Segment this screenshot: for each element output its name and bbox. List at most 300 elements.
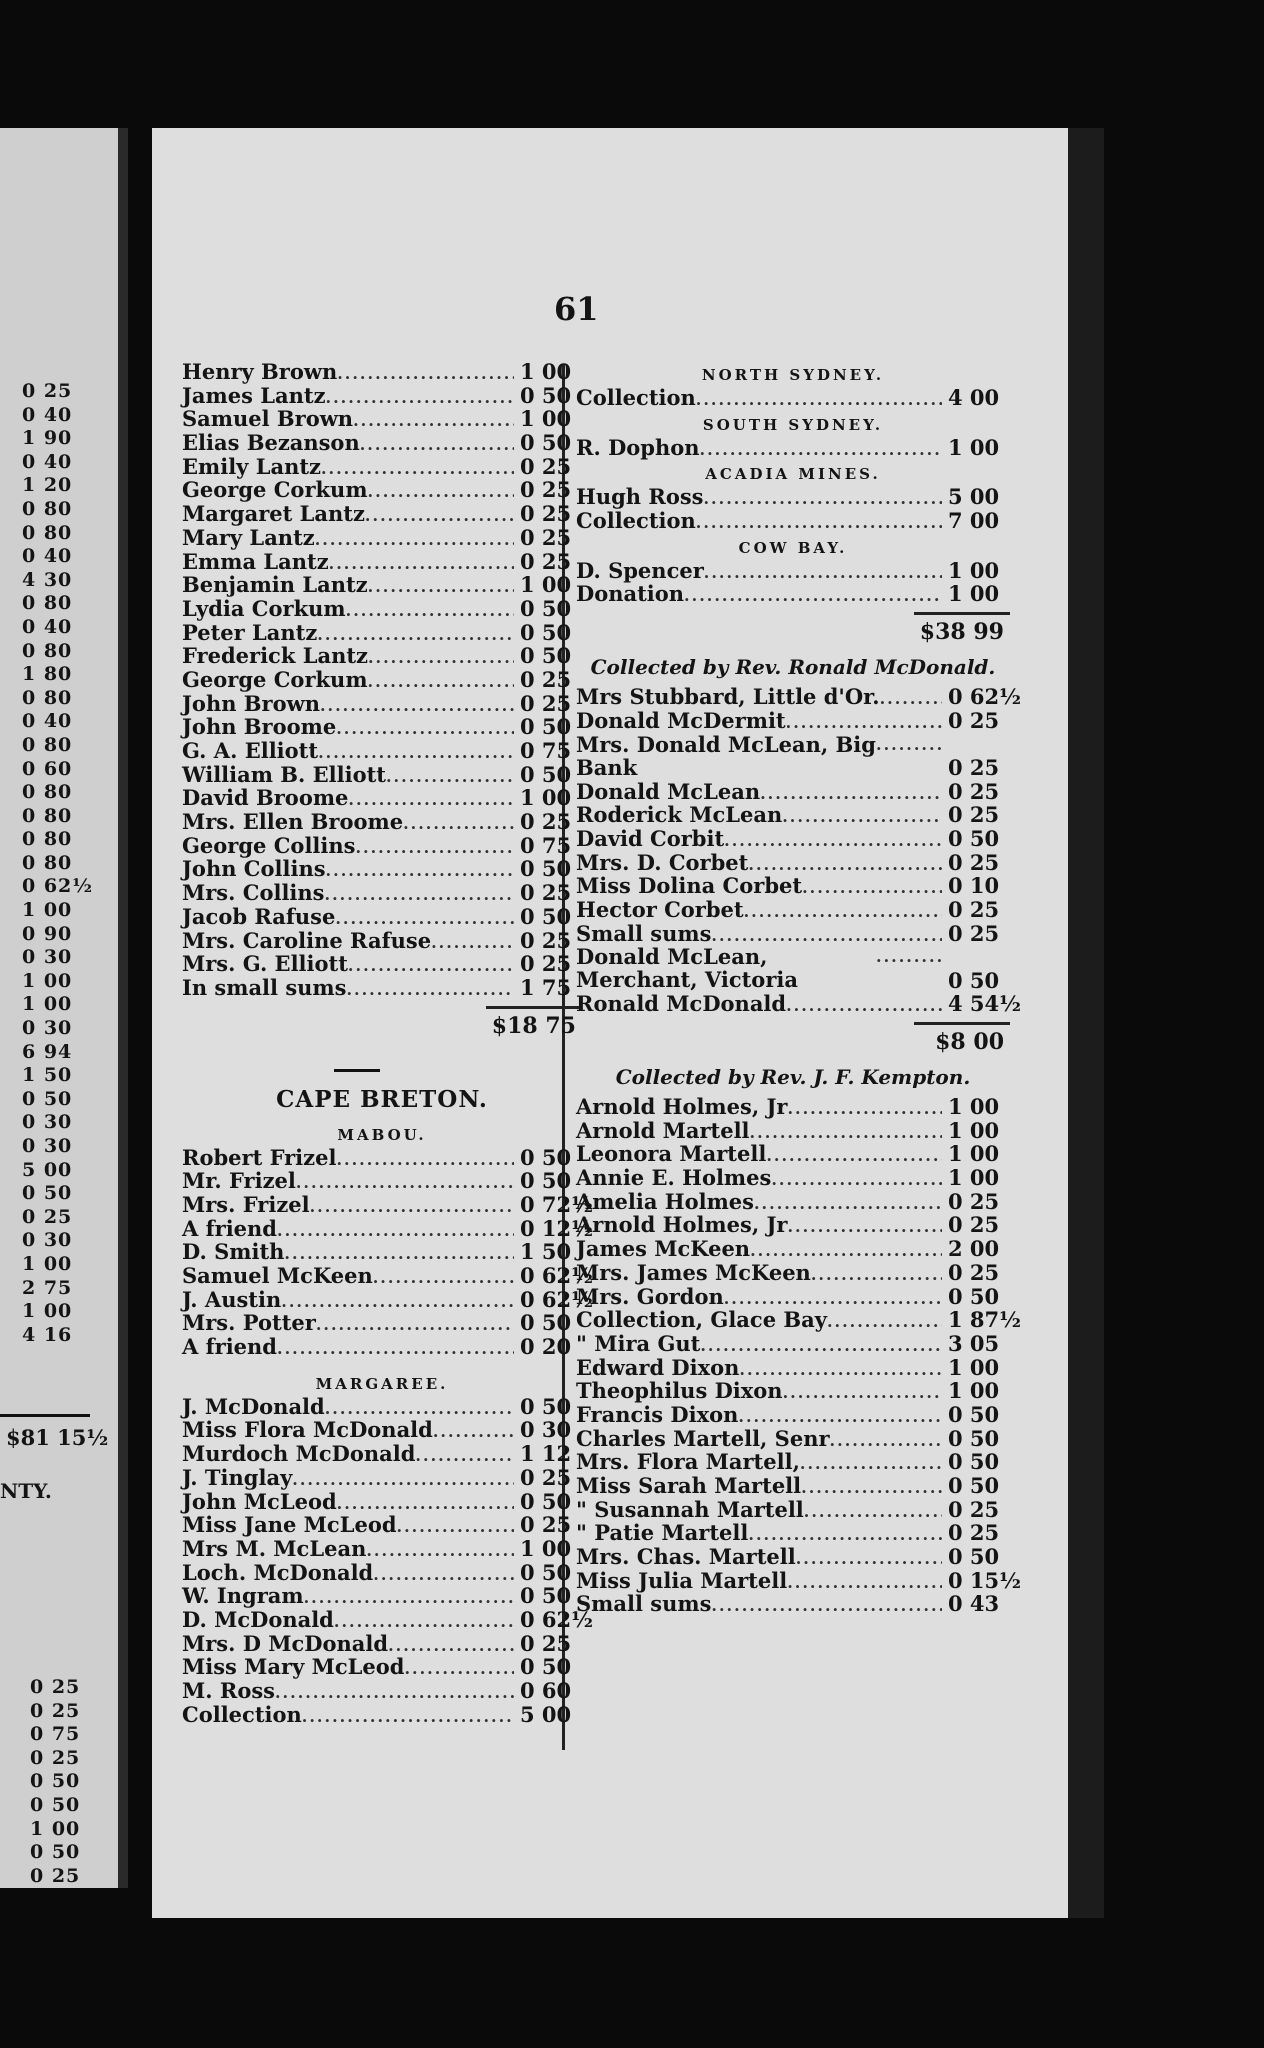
leader-dots — [320, 694, 514, 718]
left-page-amount: 0 40 — [22, 403, 73, 426]
left-page-amount: 0 50 — [30, 1770, 81, 1793]
leader-dots — [787, 1215, 942, 1239]
left-page-amount: 0 40 — [22, 615, 73, 638]
entry-amount: 0 50 — [520, 1488, 572, 1514]
leader-dots — [696, 388, 942, 412]
left-page-amount: 0 30 — [22, 1135, 73, 1157]
entry-name: Miss Flora McDonald — [182, 1417, 433, 1443]
leader-dots — [292, 1468, 514, 1492]
leader-dots — [796, 1547, 942, 1571]
list-item — [576, 1261, 1010, 1285]
entry-amount: 0 25 — [520, 809, 572, 835]
entry-amount: 0 25 — [520, 1630, 572, 1656]
list-item — [182, 834, 582, 858]
entry-amount: 0 50 — [520, 1654, 572, 1680]
leader-dots — [744, 900, 942, 924]
left-page-amount: 0 80 — [22, 639, 73, 662]
left-page-amount: 5 00 — [22, 1158, 73, 1181]
left-page-amount: 4 16 — [22, 1323, 73, 1346]
list-item — [182, 1584, 582, 1608]
entry-name: Mrs. D McDonald — [182, 1630, 389, 1656]
leader-dots — [783, 1381, 942, 1405]
leader-dots — [804, 1500, 942, 1524]
entry-amount: 7 00 — [948, 508, 1000, 534]
entry-amount: 1 00 — [948, 1354, 1000, 1380]
list-item — [576, 1521, 1010, 1545]
entry-name: George Corkum — [182, 477, 368, 503]
section-separator — [334, 1069, 380, 1072]
total-right-1: $38 99 — [919, 619, 1004, 646]
list-item — [576, 1356, 1010, 1380]
entry-amount: 0 50 — [520, 856, 572, 882]
list-item — [182, 621, 582, 645]
entry-name: Collection — [576, 508, 696, 534]
list-item — [576, 485, 1010, 509]
entry-name: Miss Jane McLeod — [182, 1512, 397, 1538]
leader-dots — [373, 1266, 514, 1290]
list-item — [576, 1567, 1022, 1593]
leader-dots — [876, 945, 942, 969]
list-item — [182, 739, 582, 763]
list-item — [576, 1403, 1010, 1427]
list-item — [182, 692, 582, 716]
left-page-amount: 0 80 — [22, 828, 73, 851]
entry-name: Mrs Stubbard, Little d'Or. — [576, 684, 880, 710]
entry-amount: 1 00 — [948, 1378, 1000, 1404]
leader-dots — [403, 812, 514, 836]
entry-amount: 1 00 — [948, 557, 1000, 583]
entry-amount: 0 50 — [520, 1559, 572, 1585]
entry-amount: 0 12½ — [520, 1215, 594, 1241]
entry-name: Margaret Lantz — [182, 501, 365, 527]
entry-amount: 0 30 — [520, 1417, 572, 1443]
south-sydney-list — [576, 436, 1010, 460]
acadia-mines-heading: ACADIA MINES. — [705, 465, 881, 484]
entry-amount: 0 25 — [948, 1496, 1000, 1522]
list-item — [182, 1442, 582, 1466]
entry-name: Collection — [576, 385, 696, 410]
left-page-amount: 0 90 — [22, 922, 73, 945]
leader-dots — [433, 1420, 514, 1444]
total-right-2: $8 00 — [935, 1029, 1004, 1055]
leader-dots — [346, 599, 514, 623]
list-item — [576, 1213, 1010, 1237]
leader-dots — [336, 717, 514, 741]
entry-amount: 0 10 — [948, 873, 1000, 899]
list-item — [576, 436, 1010, 460]
entry-name: Hugh Ross — [576, 484, 704, 510]
entry-name: David Broome — [182, 785, 349, 811]
left-page-amount: 2 75 — [22, 1276, 73, 1299]
entry-name: Mary Lantz — [182, 524, 315, 550]
left-page-amount: 0 25 — [30, 1864, 81, 1887]
entry-name: Robert Frizel — [182, 1144, 337, 1170]
list-item — [576, 780, 1010, 804]
entry-name: A friend — [182, 1215, 277, 1241]
entry-name: Amelia Holmes — [576, 1188, 754, 1214]
leader-dots — [760, 782, 942, 806]
entry-amount: 4 54½ — [948, 991, 1022, 1017]
leader-dots — [724, 829, 942, 853]
entry-amount: 1 00 — [520, 406, 572, 432]
entry-name: Emily Lantz — [182, 453, 321, 479]
left-page-amount: 1 80 — [22, 663, 73, 686]
left-page-amount: 0 30 — [22, 1111, 73, 1134]
left-page-total: $81 15½ — [6, 1425, 109, 1450]
entry-amount: 0 50 — [948, 825, 1000, 851]
kempton-heading: Collected by Rev. J. F. Kempton. — [615, 1065, 971, 1089]
leader-dots — [800, 1452, 942, 1476]
entry-amount: 0 75 — [520, 738, 572, 763]
leader-dots — [316, 1313, 514, 1337]
entry-amount: 1 75 — [520, 974, 572, 1000]
entry-name: J. McDonald — [182, 1393, 325, 1419]
leader-dots — [281, 1290, 514, 1314]
leader-dots — [827, 1310, 942, 1334]
entry-name: John Broome — [182, 714, 337, 740]
entry-name: Arnold Holmes, Jr — [576, 1212, 788, 1238]
entry-amount: 0 60 — [520, 1678, 572, 1703]
entry-name: Mrs. James McKeen — [576, 1259, 811, 1285]
entry-amount: 0 25 — [520, 666, 572, 692]
left-page-amount: 0 60 — [22, 757, 73, 780]
list-item — [182, 1311, 582, 1335]
entry-amount: 0 50 — [948, 1283, 1000, 1309]
list-item — [182, 1215, 594, 1241]
list-item — [182, 1263, 594, 1288]
entry-amount: 0 25 — [520, 453, 572, 479]
entry-amount: 0 50 — [948, 1401, 1000, 1427]
entry-name: Mrs M. McLean — [182, 1535, 367, 1561]
list-item — [576, 733, 1010, 780]
entry-amount: 1 12 — [520, 1441, 572, 1467]
list-item — [182, 952, 582, 976]
leader-dots — [335, 907, 514, 931]
entry-amount: 1 00 — [948, 581, 1000, 607]
list-item — [182, 1240, 582, 1264]
entry-amount: 5 00 — [948, 484, 1000, 510]
entry-name: Mrs. Caroline Rafuse — [182, 927, 432, 953]
entry-name: Leonora Martell — [576, 1141, 767, 1167]
entry-name: Donald McLean — [576, 778, 761, 804]
entry-name: Henry Brown — [182, 359, 338, 384]
list-item — [576, 851, 1010, 875]
leader-dots — [801, 1476, 942, 1500]
entry-name: Mrs. Ellen Broome — [182, 809, 404, 835]
list-item — [182, 1191, 594, 1217]
list-item — [182, 431, 582, 455]
entry-amount: 0 50 — [948, 1473, 1000, 1498]
list-item — [182, 1655, 582, 1679]
left-page-amount: 0 80 — [22, 733, 73, 756]
entry-name: Charles Martell, Senr — [576, 1425, 830, 1451]
left-page-amount: 0 25 — [30, 1746, 81, 1769]
list-item — [182, 1537, 582, 1561]
list-item — [182, 668, 582, 692]
document-page — [152, 128, 1104, 1918]
leader-dots — [766, 1144, 942, 1168]
entry-amount: 0 43 — [948, 1591, 1000, 1617]
right-column — [576, 360, 1022, 1617]
left-page-amount: 1 50 — [22, 1064, 73, 1087]
leader-dots — [782, 805, 942, 829]
leader-dots — [368, 646, 514, 670]
entry-name: Murdoch McDonald — [182, 1441, 416, 1467]
leader-dots — [296, 1171, 514, 1195]
entry-amount: 0 50 — [520, 382, 572, 408]
list-item — [182, 1395, 582, 1419]
entry-name: D. Spencer — [576, 557, 704, 583]
entry-name: Miss Sarah Martell — [576, 1473, 802, 1498]
subscriber-list-1 — [182, 360, 582, 1000]
entry-name: Mrs. Collins — [182, 880, 325, 906]
leader-dots — [315, 528, 514, 552]
entry-amount: 0 25 — [520, 548, 572, 574]
mabou-heading: MABOU. — [337, 1125, 427, 1144]
entry-amount: 1 00 — [520, 785, 572, 811]
list-item — [576, 1166, 1010, 1190]
left-page-amount: 0 40 — [22, 710, 73, 733]
leader-dots — [880, 687, 942, 711]
leader-dots — [336, 1148, 514, 1172]
leader-dots — [787, 1097, 942, 1121]
left-page-amount: 0 30 — [22, 1229, 73, 1252]
list-item — [576, 1285, 1010, 1309]
entry-name: George Corkum — [182, 666, 368, 692]
left-page-amount: 1 00 — [22, 993, 73, 1016]
list-item — [576, 1450, 1010, 1474]
list-item — [182, 360, 582, 384]
entry-amount: 0 62½ — [520, 1606, 594, 1632]
entry-name: Hector Corbet — [576, 896, 744, 922]
north-sydney-heading: NORTH SYDNEY. — [701, 366, 885, 384]
list-item — [576, 1545, 1010, 1569]
margaree-list — [182, 1393, 594, 1727]
entry-name: Loch. McDonald — [182, 1559, 374, 1585]
list-item — [182, 455, 582, 479]
entry-amount: 0 50 — [520, 903, 572, 929]
entry-name: Donation — [576, 581, 685, 607]
entry-name: Mrs. Gordon — [576, 1283, 724, 1309]
entry-name: Mrs. Chas. Martell — [576, 1544, 796, 1570]
entry-amount: 1 00 — [948, 1165, 1000, 1191]
leader-dots — [787, 1571, 942, 1595]
entry-name: James McKeen — [576, 1236, 751, 1262]
list-item — [182, 550, 582, 574]
entry-amount: 0 62½ — [948, 684, 1022, 710]
entry-amount: 0 25 — [520, 501, 572, 527]
entry-amount: 1 00 — [520, 572, 572, 598]
entry-name: Roderick McLean — [576, 802, 783, 828]
list-item — [576, 1307, 1022, 1333]
list-item — [182, 1703, 582, 1727]
left-page-amount: 1 00 — [22, 1252, 73, 1275]
list-item — [576, 582, 1010, 606]
leader-dots — [275, 1681, 514, 1705]
entry-name: W. Ingram — [182, 1583, 304, 1609]
entry-amount: 1 00 — [948, 1117, 1000, 1143]
entry-name: Samuel Brown — [182, 406, 354, 432]
leader-dots — [397, 1515, 514, 1539]
left-page-total-block — [0, 1414, 114, 1503]
list-item — [576, 1592, 1010, 1616]
entry-amount: 0 62½ — [520, 1286, 594, 1312]
leader-dots — [368, 670, 514, 694]
list-item — [182, 1418, 582, 1442]
entry-amount: 1 87½ — [948, 1307, 1022, 1333]
entry-amount: 3 05 — [948, 1330, 1000, 1356]
entry-amount: 0 62½ — [520, 1263, 594, 1288]
list-item — [182, 715, 582, 739]
left-page-lower-amounts — [30, 1676, 100, 1888]
list-item — [182, 1513, 582, 1537]
leader-dots — [365, 504, 514, 528]
left-page-amount: 0 50 — [22, 1087, 73, 1110]
leader-dots — [684, 584, 942, 608]
left-page-amount: 0 80 — [22, 781, 73, 804]
entry-amount: 1 00 — [520, 1535, 572, 1561]
list-item — [182, 857, 582, 881]
entry-name: Mrs. G. Elliott — [182, 951, 348, 977]
entry-name: Mrs. Frizel — [182, 1191, 310, 1217]
south-sydney-heading: SOUTH SYDNEY. — [702, 415, 884, 434]
entry-name: Francis Dixon — [576, 1401, 739, 1427]
leader-dots — [700, 438, 942, 462]
entry-amount: 0 25 — [948, 754, 1000, 780]
list-item — [182, 1335, 582, 1359]
entry-name: David Corbit — [576, 825, 725, 851]
left-total-rule — [0, 1414, 90, 1417]
entry-amount: 0 50 — [948, 967, 1000, 993]
cow-bay-list — [576, 559, 1010, 606]
list-item — [182, 929, 582, 953]
entry-name: In small sums — [182, 974, 347, 1000]
list-item — [182, 1632, 582, 1656]
left-page-amount: 0 80 — [22, 592, 73, 615]
leader-dots — [876, 733, 942, 757]
entry-name: John McLeod — [182, 1488, 337, 1514]
left-page-amount: 0 40 — [22, 545, 73, 568]
leader-dots — [368, 575, 514, 599]
leader-dots — [703, 487, 942, 511]
list-item — [576, 559, 1010, 583]
left-page-amount: 6 94 — [22, 1040, 73, 1063]
left-page-amount: 0 40 — [22, 450, 73, 473]
entry-amount: 1 50 — [520, 1239, 572, 1265]
left-page-amount: 1 20 — [22, 474, 73, 497]
left-page-amount: 0 80 — [22, 686, 73, 709]
leader-dots — [277, 1219, 514, 1243]
entry-name: D. Smith — [182, 1239, 285, 1265]
leader-dots — [802, 876, 942, 900]
leader-dots — [302, 1705, 514, 1729]
entry-name: Lydia Corkum — [182, 595, 346, 621]
list-item — [576, 1379, 1010, 1403]
entry-name: Donald McDermit — [576, 707, 786, 733]
entry-amount: 0 50 — [520, 1583, 572, 1609]
entry-name: Theophilus Dixon — [576, 1378, 783, 1404]
entry-amount: 0 25 — [948, 778, 1000, 804]
left-gutter — [118, 128, 128, 1888]
leader-dots — [326, 386, 514, 410]
entry-amount: 0 50 — [520, 430, 572, 456]
list-item — [182, 384, 582, 408]
entry-amount: 1 00 — [948, 1141, 1000, 1167]
left-page-heading-fragment: NTY. — [0, 1479, 52, 1503]
entry-amount: 0 50 — [520, 714, 572, 740]
entry-amount: 0 25 — [948, 1259, 1000, 1285]
list-item — [182, 763, 582, 787]
list-item — [576, 827, 1010, 851]
entry-name: D. McDonald — [182, 1606, 334, 1632]
list-item — [576, 1190, 1010, 1214]
left-page-amount: 1 90 — [22, 427, 73, 450]
list-item — [576, 1237, 1010, 1261]
left-page-amount: 1 00 — [30, 1817, 81, 1840]
left-page-amount: 1 00 — [22, 1300, 73, 1323]
left-page-amount: 0 80 — [22, 851, 73, 874]
list-item — [576, 922, 1010, 946]
list-item — [182, 526, 582, 550]
entry-name: Mr. Frizel — [182, 1168, 296, 1194]
cape-breton-heading: CAPE BRETON. — [276, 1085, 488, 1113]
left-page-amount: 1 00 — [22, 899, 73, 922]
entry-name: Ronald McDonald — [576, 991, 787, 1017]
leader-dots — [811, 1263, 942, 1287]
entry-name: M. Ross — [182, 1678, 275, 1703]
list-item — [182, 810, 582, 834]
leader-dots — [404, 1657, 514, 1681]
left-page-amount: 0 80 — [22, 521, 73, 544]
list-item — [182, 1490, 582, 1514]
entry-amount: 1 00 — [948, 434, 1000, 460]
entry-name: William B. Elliott — [182, 761, 386, 787]
list-item — [576, 803, 1010, 827]
list-item — [182, 976, 582, 1000]
list-item — [576, 1332, 1010, 1356]
entry-name: Miss Dolina Corbet — [576, 873, 803, 899]
left-column — [182, 359, 594, 1727]
list-item — [182, 881, 582, 905]
left-page-amount: 0 50 — [30, 1793, 81, 1816]
list-item — [182, 502, 582, 526]
leader-dots — [310, 1195, 514, 1219]
left-page-amount: 0 30 — [22, 1017, 73, 1040]
list-item — [182, 597, 582, 621]
list-item — [576, 1142, 1010, 1166]
entry-name: Samuel McKeen — [182, 1263, 373, 1288]
entry-amount: 0 50 — [520, 1393, 572, 1419]
left-page-amount: 0 62½ — [22, 875, 94, 898]
leader-dots — [386, 765, 514, 789]
entry-name: Elias Bezanson — [182, 430, 360, 456]
entry-name: Small sums — [576, 1591, 712, 1617]
leader-dots — [360, 433, 514, 457]
entry-name: R. Dophon — [576, 434, 700, 460]
entry-amount: 0 25 — [520, 524, 572, 550]
entry-amount: 0 25 — [520, 1512, 572, 1538]
list-item — [576, 1427, 1010, 1451]
left-page-amount: 0 50 — [22, 1182, 73, 1205]
left-page-fragment — [0, 128, 128, 1888]
leader-dots — [368, 480, 514, 504]
entry-amount: 0 50 — [520, 1144, 572, 1170]
list-item — [182, 1679, 582, 1703]
leader-dots — [696, 511, 942, 535]
entry-name: James Lantz — [182, 382, 326, 408]
list-item — [576, 898, 1010, 922]
list-item — [182, 905, 582, 929]
